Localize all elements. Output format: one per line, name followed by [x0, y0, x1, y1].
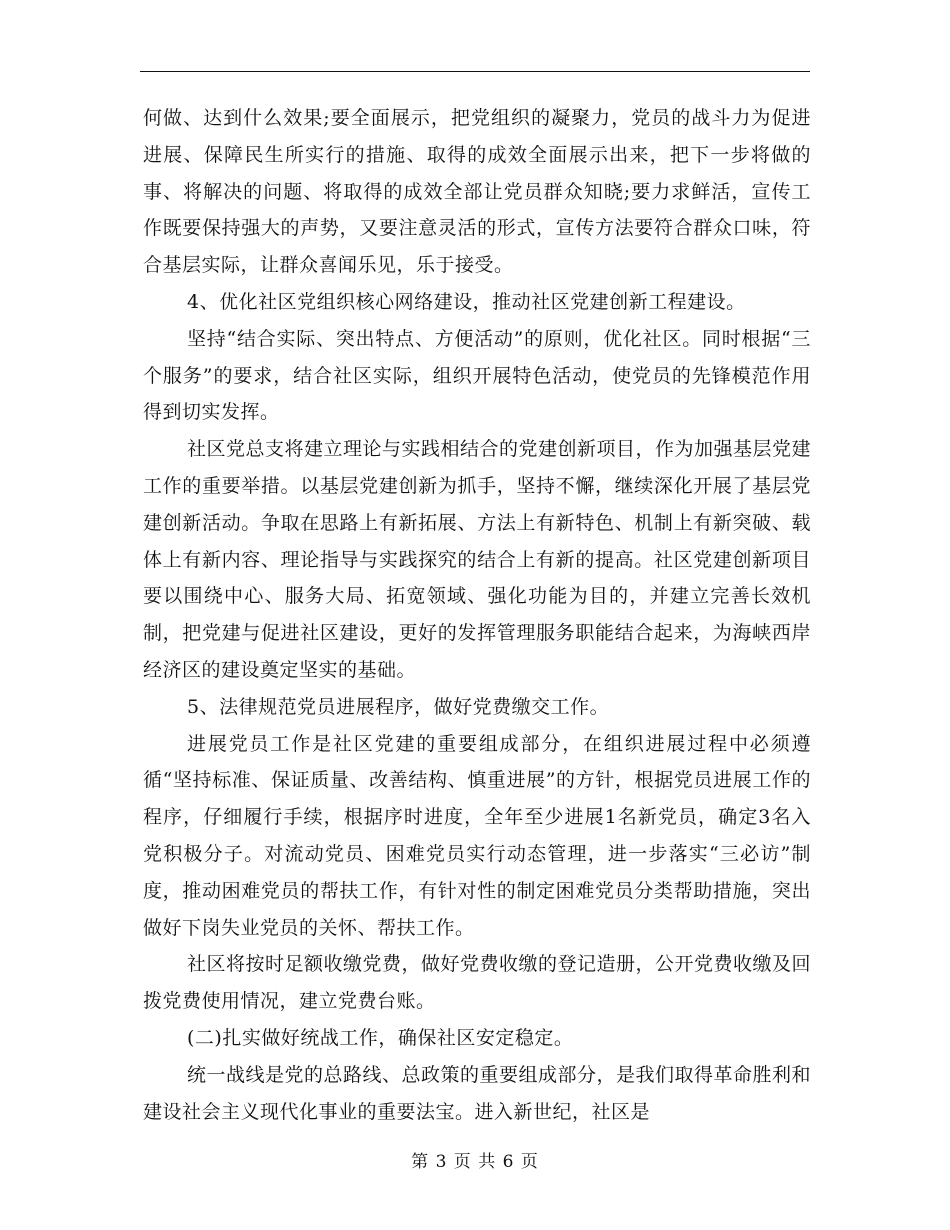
paragraph-9: 统一战线是党的总路线、总政策的重要组成部分，是我们取得革命胜利和建设社会主义现代化事业的重要法宝。进入新世纪，社区是 [143, 1063, 812, 1123]
paragraph-2: 4、优化社区党组织核心网络建设，推动社区党建创新工程建设。 [187, 290, 746, 313]
paragraph-4: 社区党总支将建立理论与实践相结合的党建创新项目，作为加强基层党建工作的重要举措。以基层党建创新为抓手，坚持不懈，继续深化开展了基层党建创新活动。争取在思路上有新拓展、方法上有新特色、机制上有新突破、载体上有新内容、理论指导与实践探究的结合上有新的提高。社区党建创新项目要以围绕中心、服务大局、拓宽领域、强化功能为目的，并建立完善长效机制，把党建与促进社区建设，更好的发挥管理服务职能结合起来，为海峡西岸经济区的建设奠定坚实的基础。 [143, 438, 812, 681]
paragraph-1: 何做、达到什么效果;要全面展示，把党组织的凝聚力，党员的战斗力为促进进展、保障民生所实行的措施、取得的成效全面展示出来，把下一步将做的事、将解决的问题、将取得的成效全部让党员群众知晓;要力求鲜活，宣传工作既要保持强大的声势，又要注意灵活的形式，宣传方法要符合群众口味，符合基层实际，让群众喜闻乐见，乐于接受。 [143, 107, 811, 277]
paragraph-3: 坚持“结合实际、突出特点、方便活动”的原则，优化社区。同时根据“三个服务”的要求，结合社区实际，组织开展特色活动，使党员的先锋模范作用得到切实发挥。 [143, 327, 811, 424]
paragraph-8: (二)扎实做好统战工作，确保社区安定稳定。 [187, 1026, 574, 1049]
header-rule [140, 71, 810, 72]
body-text [143, 100, 811, 1130]
paragraph-6: 进展党员工作是社区党建的重要组成部分，在组织进展过程中必须遵循“坚持标准、保证质量、改善结构、慎重进展”的方针，根据党员进展工作的程序，仔细履行手续，根据序时进度，全年至少进展1名新党员，确定3名入党积极分子。对流动党员、困难党员实行动态管理，进一步落实“三必访”制度，推动困难党员的帮扶工作，有针对性的制定困难党员分类帮助措施，突出做好下岗失业党员的关怀、帮扶工作。 [143, 732, 811, 939]
page-number-footer: 第 3 页 共 6 页 [411, 1152, 539, 1172]
paragraph-7: 社区将按时足额收缴党费，做好党费收缴的登记造册，公开党费收缴及回拨党费使用情况，建立党费台账。 [143, 953, 812, 1013]
paragraph-5: 5、法律规范党员进展程序，做好党费缴交工作。 [187, 695, 610, 718]
